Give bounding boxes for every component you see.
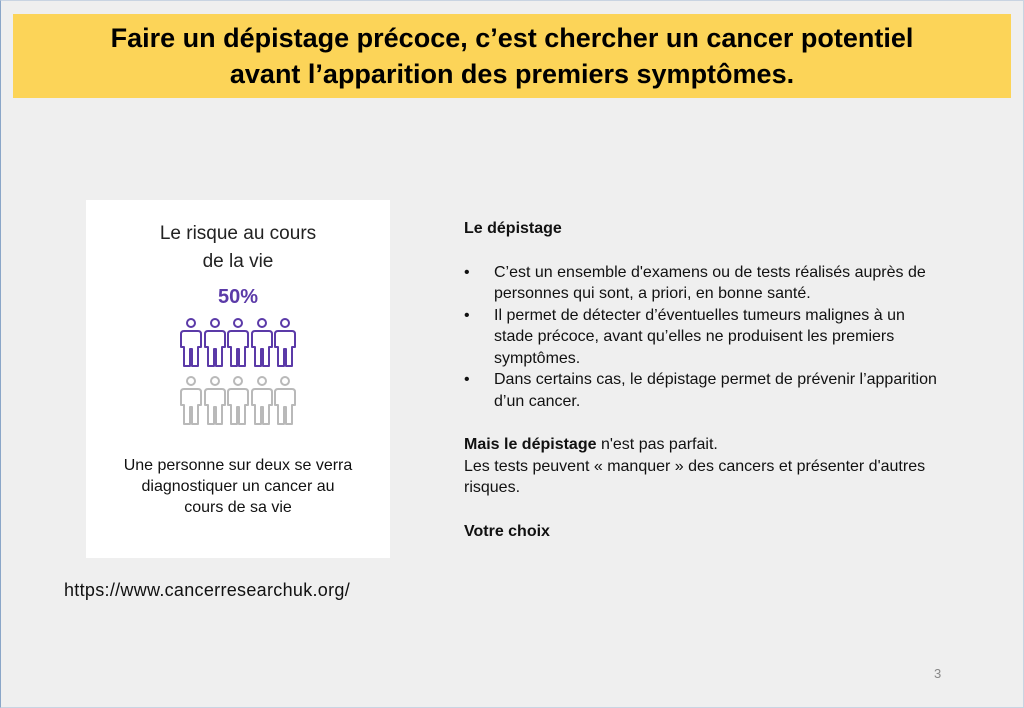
page-number: 3	[934, 666, 942, 681]
source-link[interactable]: https://www.cancerresearchuk.org/	[64, 580, 351, 600]
person-icon	[179, 318, 203, 368]
section-title: Le dépistage	[464, 220, 562, 237]
content-section	[464, 218, 944, 542]
person-icon	[203, 318, 227, 368]
title-line-1: Faire un dépistage précoce, c’est chercher un cancer potentiel	[110, 23, 914, 53]
limitations-rest: n'est pas parfait.	[596, 436, 718, 453]
lifetime-risk-card	[86, 200, 390, 558]
person-icon	[179, 376, 203, 426]
person-icon	[226, 318, 250, 368]
risk-percentage: 50%	[217, 286, 259, 308]
card-caption-line-1: Une personne sur deux se verra	[123, 457, 353, 474]
title-banner	[13, 14, 1011, 98]
person-icon	[250, 318, 274, 368]
card-heading	[86, 220, 390, 276]
tests-text: Les tests peuvent « manquer » des cancers et présenter d'autres risques.	[464, 457, 926, 496]
card-caption	[86, 455, 390, 518]
limitations-bold: Mais le dépistage	[464, 436, 597, 453]
person-icon	[226, 376, 250, 426]
person-icon	[250, 376, 274, 426]
bullet-item: • Dans certains cas, le dépistage permet de prévenir l’apparition d’un cancer.	[464, 369, 944, 412]
bullet-list	[464, 262, 944, 413]
card-caption-line-3: cours de sa vie	[184, 499, 292, 516]
card-caption-line-2: diagnostiquer un cancer au	[141, 478, 335, 495]
people-row-unaffected	[179, 376, 297, 426]
choice-heading: Votre choix	[464, 522, 550, 540]
limitations-paragraph	[464, 434, 944, 499]
people-row-affected	[179, 318, 297, 368]
bullet-item: • Il permet de détecter d’éventuelles tumeurs malignes à un stade précoce, avant qu’elles ne produisent les premiers symptômes.	[464, 305, 944, 370]
person-icon	[273, 318, 297, 368]
card-heading-line-1: Le risque au cours	[159, 223, 317, 244]
person-icon	[273, 376, 297, 426]
title-line-2: avant l’apparition des premiers symptômes.	[229, 59, 795, 89]
person-icon	[203, 376, 227, 426]
card-heading-line-2: de la vie	[202, 251, 274, 272]
bullet-item: • C’est un ensemble d'examens ou de tests réalisés auprès de personnes qui sont, a priori, en bonne santé.	[464, 262, 944, 305]
